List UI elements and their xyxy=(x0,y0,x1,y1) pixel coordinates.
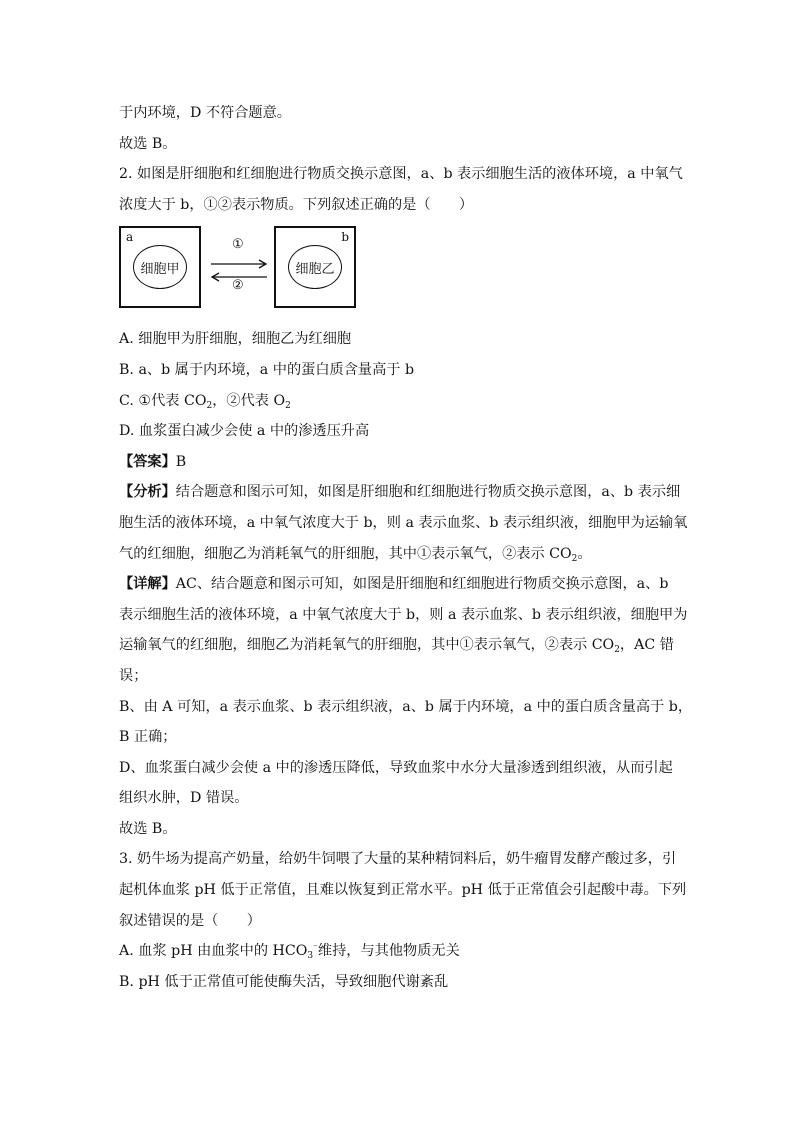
superscript: ⁻ xyxy=(313,942,318,953)
option-d: D. 血浆蛋白减少会使 a 中的渗透压升高 xyxy=(119,423,370,440)
analysis-line xyxy=(119,539,689,570)
q3-option-a xyxy=(119,936,689,967)
detail-line: B 正确； xyxy=(119,729,177,746)
option-a: A. 细胞甲为肝细胞，细胞乙为红细胞 xyxy=(119,331,352,348)
question-2-stem: 2. 如图是肝细胞和红细胞进行物质交换示意图，a、b 表示细胞生活的液体环境，a 中氧气 xyxy=(119,166,683,183)
analysis-text: 。 xyxy=(577,545,592,562)
analysis-text: 结合题意和图示可知，如图是肝细胞和红细胞进行物质交换示意图，a、b 表示细 xyxy=(175,484,681,501)
detail-text: AC、结合题意和图示可知，如图是肝细胞和红细胞进行物质交换示意图，a、b xyxy=(175,576,669,593)
question-2-stem: 浓度大于 b，①②表示物质。下列叙述正确的是（ ） xyxy=(119,196,474,213)
cell-yi: 细胞乙 xyxy=(288,245,342,289)
cell-jia: 细胞甲 xyxy=(133,245,187,289)
text-line: 故选 B。 xyxy=(119,135,177,152)
subscript: 2 xyxy=(206,400,213,411)
detail-line: 组织水肿，D 错误。 xyxy=(119,790,249,807)
subscript: 3 xyxy=(307,951,314,962)
detail-line: 误； xyxy=(119,667,148,684)
analysis-line xyxy=(119,477,689,508)
option-text: 维持，与其他物质无关 xyxy=(317,943,460,960)
analysis-line: 胞生活的液体环境，a 中氧气浓度大于 b，则 a 表示血浆、b 表示组织液，细胞甲为运输氧 xyxy=(119,514,688,531)
detail-line: 故选 B。 xyxy=(119,820,177,837)
subscript: 2 xyxy=(285,400,291,411)
option-c xyxy=(119,386,689,417)
label-b: b xyxy=(341,230,349,245)
detail-line: 表示细胞生活的液体环境，a 中氧气浓度大于 b，则 a 表示血浆、b 表示组织液，细胞甲为 xyxy=(119,606,688,623)
analysis-text: 气的红细胞，细胞乙为消耗氧气的肝细胞，其中①表示氧气，②表示 CO xyxy=(119,545,572,562)
option-c-text: ，②代表 O xyxy=(212,392,286,409)
label-a: a xyxy=(126,230,134,245)
substance-1-label: ① xyxy=(232,237,244,253)
question-3-stem: 叙述错误的是（ ） xyxy=(119,912,261,929)
option-b: B. a、b 属于内环境，a 中的蛋白质含量高于 b xyxy=(119,361,415,378)
detail-line: D、血浆蛋白减少会使 a 中的渗透压降低，导致血浆中水分大量渗透到组织液，从而引起 xyxy=(119,759,673,776)
answer-value: B xyxy=(175,453,187,470)
option-text: A. 血浆 pH 由血浆中的 HCO xyxy=(119,943,308,960)
subscript: 2 xyxy=(571,553,578,564)
detail-line xyxy=(119,630,689,661)
substance-2-label: ② xyxy=(232,278,244,294)
environment-a-box xyxy=(119,226,201,308)
environment-b-box xyxy=(274,226,356,308)
detail-tag: 【详解】 xyxy=(119,576,176,593)
question-3-stem: 起机体血浆 pH 低于正常值，且难以恢复到正常水平。pH 低于正常值会引起酸中毒。下列 xyxy=(119,882,687,899)
analysis-tag: 【分析】 xyxy=(119,484,176,501)
text-line: 于内环境，D 不符合题意。 xyxy=(119,105,291,121)
detail-line xyxy=(119,569,689,600)
detail-text: ，AC 错 xyxy=(619,637,674,654)
cell-exchange-diagram xyxy=(119,226,689,324)
detail-line: B、由 A 可知，a 表示血浆、b 表示组织液，a、b 属于内环境，a 中的蛋白质含量高于 b， xyxy=(119,698,693,715)
answer-tag: 【答案】 xyxy=(119,453,176,470)
document-page xyxy=(119,98,693,997)
answer-line xyxy=(119,447,689,478)
q3-option-b: B. pH 低于正常值可能使酶失活，导致细胞代谢紊乱 xyxy=(119,973,449,990)
detail-text: 运输氧气的红细胞，细胞乙为消耗氧气的肝细胞，其中①表示氧气，②表示 CO xyxy=(119,637,615,654)
option-c-text: C. ①代表 CO xyxy=(119,392,207,409)
exchange-arrows xyxy=(205,236,273,296)
subscript: 2 xyxy=(614,645,620,656)
question-3-stem: 3. 奶牛场为提高产奶量，给奶牛饲喂了大量的某种精饲料后，奶牛瘤胃发酵产酸过多，引 xyxy=(119,851,677,868)
